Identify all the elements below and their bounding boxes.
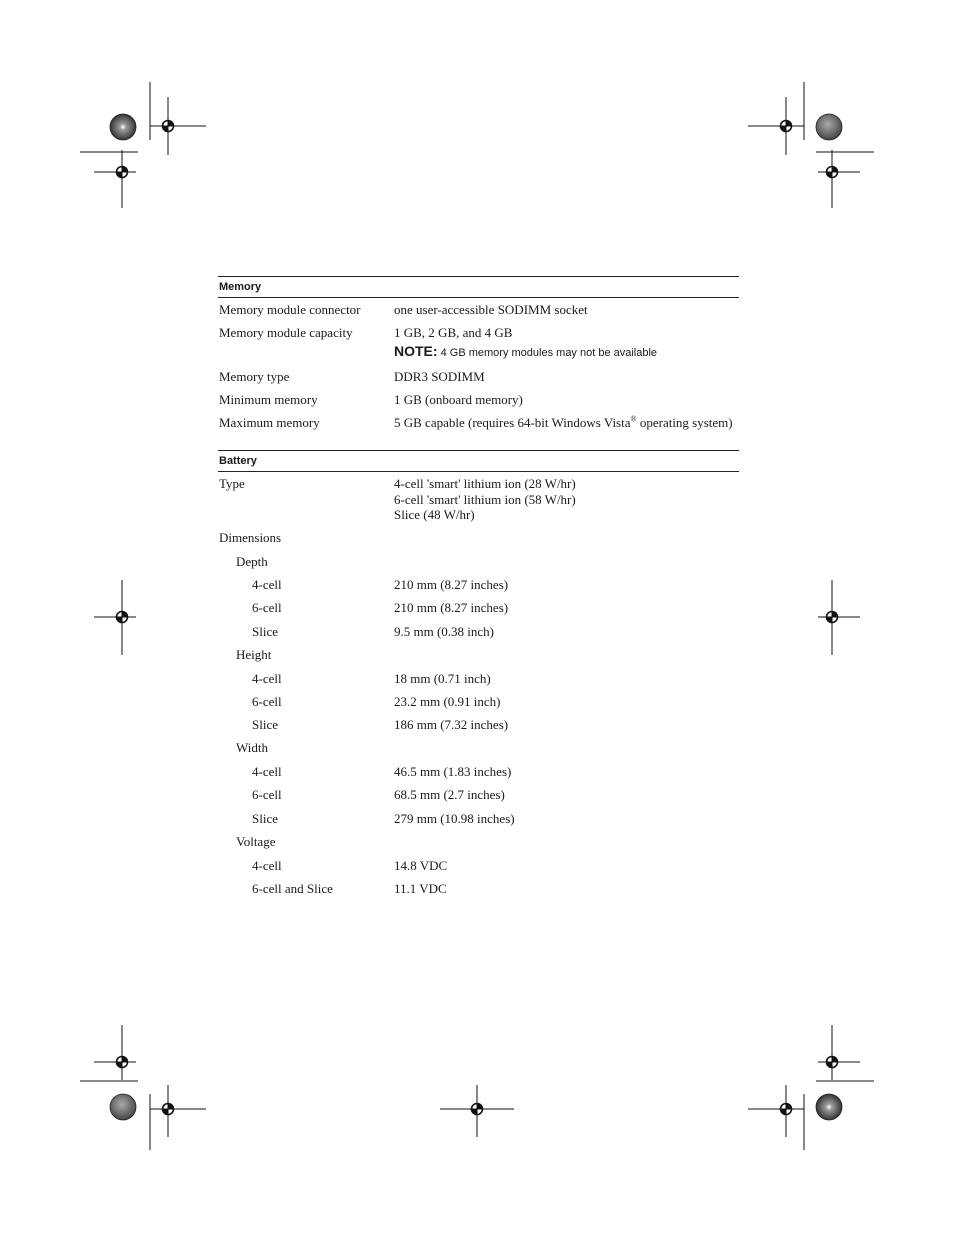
spec-label: 6-cell and Slice bbox=[252, 881, 333, 896]
spec-label: Minimum memory bbox=[219, 392, 318, 407]
battery-heading: Battery bbox=[218, 450, 739, 472]
spec-value: 210 mm (8.27 inches) bbox=[394, 600, 509, 615]
spec-value: 279 mm (10.98 inches) bbox=[394, 811, 515, 826]
spec-value: 11.1 VDC bbox=[394, 881, 447, 896]
spec-label: Height bbox=[236, 647, 272, 662]
spec-label: Memory module connector bbox=[219, 302, 361, 317]
spec-label: 4-cell bbox=[252, 858, 282, 873]
spec-value: 23.2 mm (0.91 inch) bbox=[394, 694, 501, 709]
crop-mark-bottom-left bbox=[80, 1025, 206, 1150]
memory-note bbox=[394, 343, 657, 359]
spec-label: Slice bbox=[252, 811, 278, 826]
crop-mark-top-right bbox=[748, 82, 874, 208]
spec-value: 14.8 VDC bbox=[394, 858, 448, 873]
note-text: 4 GB memory modules may not be available bbox=[437, 347, 658, 359]
spec-label: Maximum memory bbox=[219, 415, 320, 430]
grey-target-icon bbox=[816, 114, 842, 140]
battery-section bbox=[218, 450, 739, 900]
spec-label: 6-cell bbox=[252, 600, 282, 615]
spec-value: 18 mm (0.71 inch) bbox=[394, 671, 491, 686]
spec-label: 4-cell bbox=[252, 764, 282, 779]
memory-heading: Memory bbox=[218, 276, 739, 298]
spec-value: 210 mm (8.27 inches) bbox=[394, 577, 509, 592]
spec-label: 6-cell bbox=[252, 787, 282, 802]
spec-label: Width bbox=[236, 740, 268, 755]
spec-label: 4-cell bbox=[252, 577, 282, 592]
spec-label: 6-cell bbox=[252, 694, 282, 709]
spec-label: Voltage bbox=[236, 834, 276, 849]
spec-label: Slice bbox=[252, 624, 278, 639]
note-label: NOTE: bbox=[394, 343, 438, 359]
spec-value: 68.5 mm (2.7 inches) bbox=[394, 787, 505, 802]
spec-value: one user-accessible SODIMM socket bbox=[394, 302, 588, 317]
spec-label: Type bbox=[219, 476, 245, 491]
crop-mark-bottom-right bbox=[748, 1025, 874, 1150]
spec-value: 6-cell 'smart' lithium ion (58 W/hr) bbox=[394, 491, 576, 507]
spec-label: 4-cell bbox=[252, 671, 282, 686]
grey-target-icon bbox=[110, 1094, 136, 1120]
spec-value: 5 GB capable (requires 64-bit Windows Vista® operating system) bbox=[394, 414, 733, 430]
spec-value: Slice (48 W/hr) bbox=[394, 507, 475, 522]
star-target-icon bbox=[816, 1094, 842, 1120]
star-target-icon bbox=[110, 114, 136, 140]
spec-value: 46.5 mm (1.83 inches) bbox=[394, 764, 512, 779]
spec-label: Memory module capacity bbox=[219, 325, 353, 340]
spec-label: Dimensions bbox=[219, 530, 282, 545]
spec-value: DDR3 SODIMM bbox=[394, 369, 485, 384]
registered-mark: ® bbox=[630, 414, 637, 424]
spec-label: Slice bbox=[252, 717, 278, 732]
spec-value: 186 mm (7.32 inches) bbox=[394, 717, 509, 732]
spec-value: 1 GB (onboard memory) bbox=[394, 392, 523, 407]
spec-value: 4-cell 'smart' lithium ion (28 W/hr) bbox=[394, 476, 576, 491]
spec-label: Memory type bbox=[219, 369, 290, 384]
spec-value: 1 GB, 2 GB, and 4 GB bbox=[394, 325, 513, 340]
spec-label: Depth bbox=[236, 554, 268, 569]
crop-mark-top-left bbox=[80, 82, 206, 208]
spec-value: 9.5 mm (0.38 inch) bbox=[394, 624, 495, 639]
memory-section bbox=[218, 276, 739, 441]
